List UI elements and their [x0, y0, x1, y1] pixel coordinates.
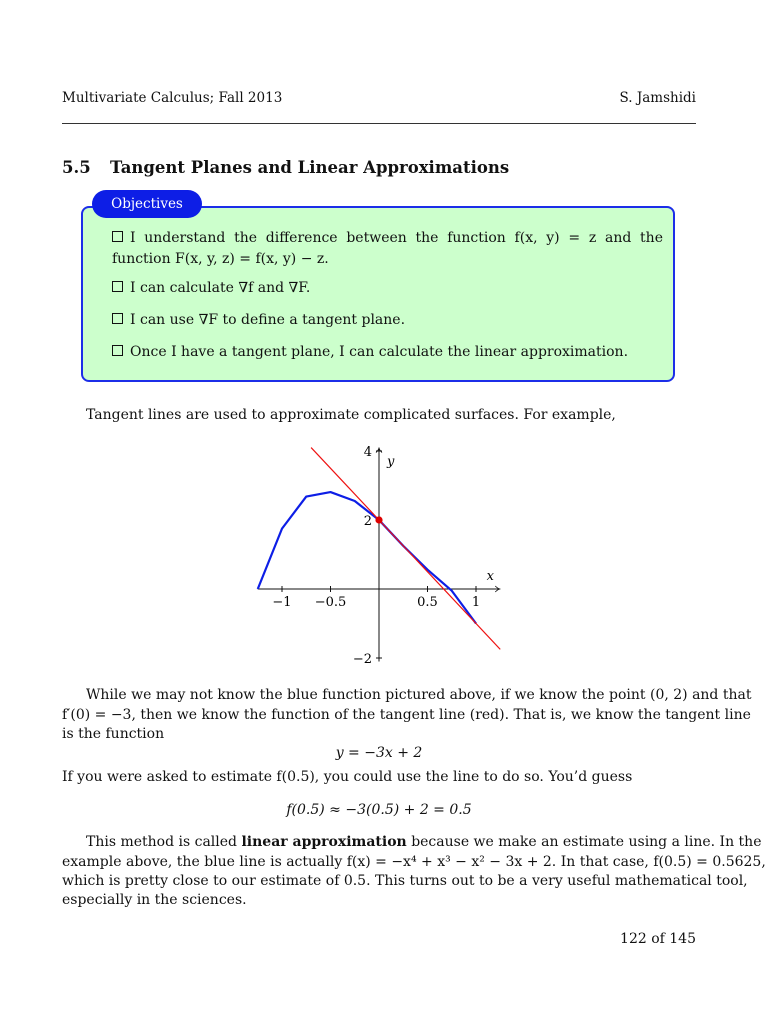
term-linear-approximation: linear approximation — [241, 834, 407, 850]
paragraph-3-line-1 — [86, 832, 761, 852]
paragraph-1-line-2: f′(0) = −3, then we know the function of the tangent line (red). That is, we know the tangent line — [62, 707, 751, 723]
objective-item-4 — [112, 342, 663, 363]
x-tick-label: −0.5 — [314, 595, 347, 610]
objectives-label: Objectives — [111, 196, 183, 212]
red-tangent-line — [311, 448, 500, 650]
equation-estimate: f(0.5) ≈ −3(0.5) + 2 = 0.5 — [286, 802, 472, 818]
author-name: S. Jamshidi — [619, 90, 696, 106]
y-tick-label: 2 — [363, 514, 372, 529]
checkbox-icon — [112, 313, 123, 324]
course-title: Multivariate Calculus; Fall 2013 — [62, 90, 283, 106]
objectives-badge — [92, 190, 202, 218]
x-axis-label: x — [486, 569, 494, 584]
section-number: 5.5 — [62, 158, 91, 177]
x-tick-label: 1 — [471, 595, 481, 610]
paragraph-3-line-3: which is pretty close to our estimate of 0.5. This turns out to be a very useful mathematical tool, — [62, 873, 748, 889]
paragraph-3-line-2: example above, the blue line is actually f(x) = −x⁴ + x³ − x² − 3x + 2. In that case, f(0.5) = 0.5625, — [62, 854, 766, 870]
objective-item-1 — [112, 228, 663, 270]
paragraph-2: If you were asked to estimate f(0.5), you could use the line to do so. You’d guess — [62, 769, 633, 785]
objective-text: I can calculate ∇f and ∇F. — [130, 280, 311, 296]
paragraph-3-text-b: because we make an estimate using a line. In the — [411, 834, 762, 850]
paragraph-1-line-3: is the function — [62, 726, 165, 742]
paragraph-1-line-1: While we may not know the blue function pictured above, if we know the point (0, 2) and that — [86, 687, 752, 703]
paragraph-3-line-4: especially in the sciences. — [62, 892, 247, 908]
paragraph-3-text-a: This method is called — [86, 834, 238, 850]
tangent-point — [375, 516, 382, 523]
checkbox-icon — [112, 345, 123, 356]
page-header — [62, 90, 696, 106]
y-tick-label: −2 — [352, 652, 372, 667]
function-plot — [240, 436, 520, 668]
section-heading — [62, 158, 509, 177]
objective-item-3 — [112, 310, 663, 331]
checkbox-icon — [112, 281, 123, 292]
objective-text: I understand the difference between the function f(x, y) = z and the function F(x, y, z) = f(x, y) − z. — [112, 230, 663, 267]
objective-text: I can use ∇F to define a tangent plane. — [130, 312, 406, 328]
y-axis-label: y — [387, 454, 395, 470]
objective-text: Once I have a tangent plane, I can calculate the linear approximation. — [130, 344, 629, 360]
y-tick-label: 4 — [363, 445, 372, 460]
x-tick-label: 0.5 — [417, 595, 438, 610]
equation-tangent-line: y = −3x + 2 — [335, 745, 423, 761]
objective-item-2 — [112, 278, 663, 299]
header-rule — [62, 123, 696, 124]
checkbox-icon — [112, 231, 123, 242]
section-title: Tangent Planes and Linear Approximations — [110, 158, 510, 177]
page-number: 122 of 145 — [620, 931, 696, 947]
intro-paragraph: Tangent lines are used to approximate complicated surfaces. For example, — [86, 407, 616, 423]
x-tick-label: −1 — [272, 595, 292, 610]
